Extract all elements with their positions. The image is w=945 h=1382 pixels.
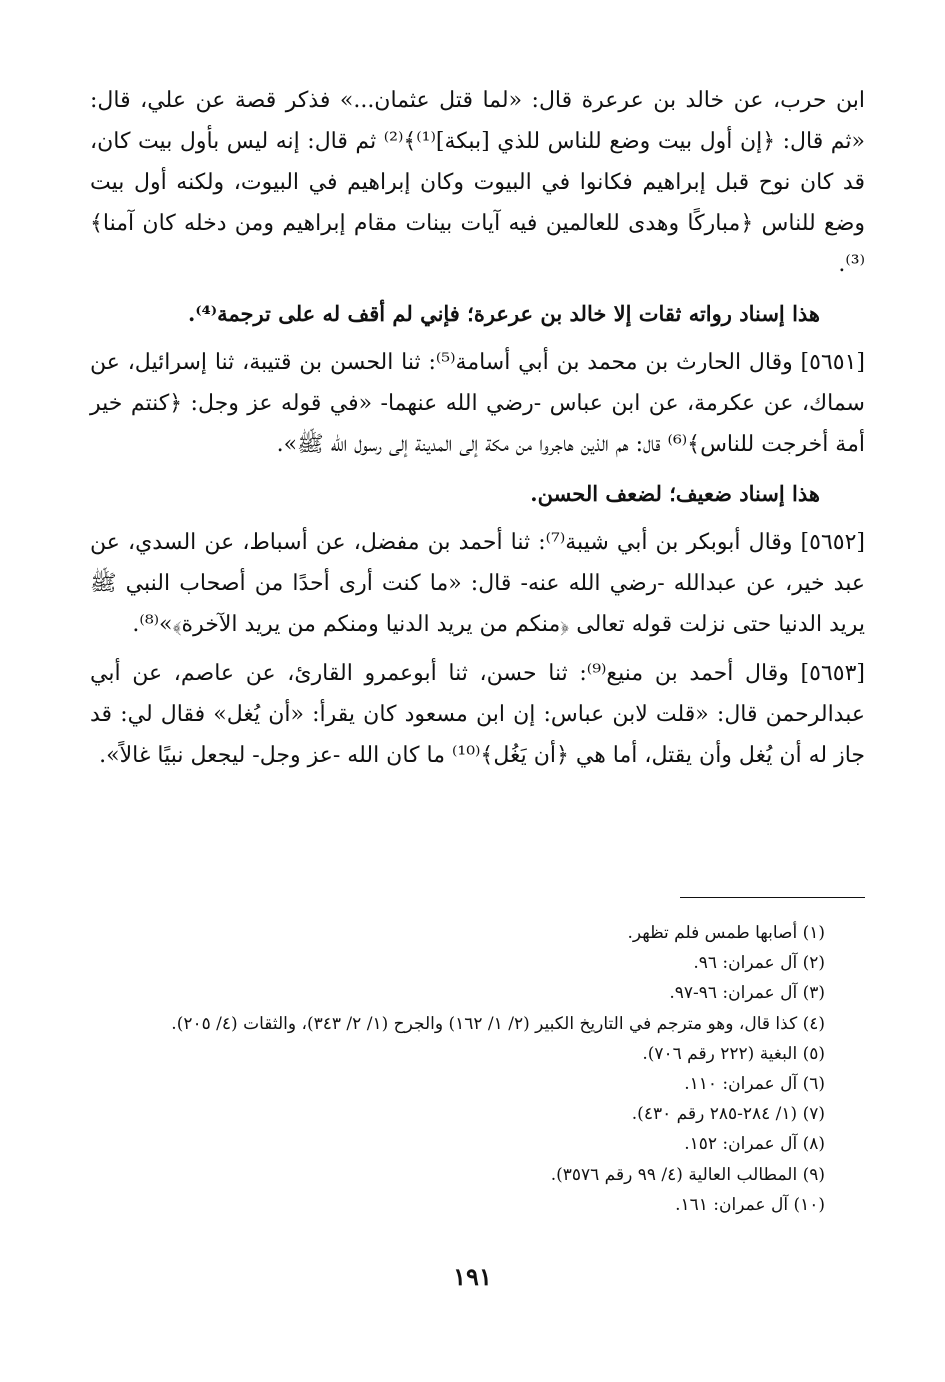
- footnotes: [95, 898, 865, 1220]
- hadith-5652: [٥٦٥٢] وقال أبوبكر بن أبي شيبة⁽⁷⁾: ثنا أحمد بن مفضل، عن أسباط، عن السدي، عن عبد خير، عن عبدالله -رضي الله عنه- قال: «ما كنت أرى أحدًا من أصحاب النبي ﷺ يريد الدنيا حتى نزلت قوله تعالى ﴿منكم من يريد الدنيا ومنكم من يريد الآخرة﴾»⁽⁸⁾.: [90, 530, 865, 637]
- hadith-5651: [٥٦٥١] وقال الحارث بن محمد بن أبي أسامة⁽⁵⁾: ثنا الحسن بن قتيبة، ثنا إسرائيل، عن سماك، عن عكرمة، عن ابن عباس -رضي الله عنهما- «في قوله عز وجل: ﴿كنتم خير أمة أخرجت للناس﴾⁽⁶⁾ قال: هم الذين هاجروا من مكة إلى المدينة إلى رسول الله ﷺ».: [90, 350, 866, 457]
- footnote-item: (٢) آل عمران: ٩٦.: [693, 953, 825, 974]
- footnote-item: (٥) البغية (٢٢٢ رقم ٧٠٦).: [642, 1043, 825, 1064]
- footnote-item: (٦) آل عمران: ١١٠.: [684, 1074, 825, 1095]
- footnote-item: (٨) آل عمران: ١٥٢.: [684, 1134, 825, 1155]
- verdict-line: هذا إسناد رواته ثقات إلا خالد بن عرعرة؛ فإني لم أقف له على ترجمة⁽⁴⁾.: [188, 301, 820, 326]
- page-number: ١٩١: [453, 1262, 492, 1291]
- verdict-line: هذا إسناد ضعيف؛ لضعف الحسن.: [530, 481, 820, 506]
- main-text: [90, 80, 865, 776]
- footnote-item: (٩) المطالب العالية (٤/ ٩٩ رقم ٣٥٧٦).: [550, 1164, 825, 1185]
- paragraph-intro: ابن حرب، عن خالد بن عرعرة قال: «لما قتل عثمان...» فذكر قصة عن علي، قال: «ثم قال: ﴿إن أول بيت وضع للناس للذي [ببكة]⁽¹⁾﴾⁽²⁾ ثم قال: إنه ليس بأول بيت كان، قد كان نوح قبل إبراهيم فكانوا في البيوت وكان إبراهيم في البيوت، ولكنه أول بيت وضع للناس ﴿مباركًا وهدى للعالمين فيه آيات بينات مقام إبراهيم ومن دخله كان آمنا﴾⁽³⁾.: [90, 88, 865, 277]
- footnote-item: (١) أصابها طمس فلم تظهر.: [627, 923, 825, 943]
- hadith-5653: [٥٦٥٣] وقال أحمد بن منيع⁽⁹⁾: ثنا حسن، ثنا أبوعمرو القارئ، عن عاصم، عن أبي عبدالرحمن قال: «قلت لابن عباس: إن ابن مسعود كان يقرأ: «أن يُغل» فقال لي: قد جاز له أن يُغل وأن يقتل، أما هي ﴿أن يَغُل﴾⁽¹⁰⁾ ما كان الله -عز وجل- ليجعل نبيًا غالاً».: [90, 661, 865, 768]
- footnote-item: (٤) كذا قال، وهو مترجم في التاريخ الكبير (٢/ ١/ ١٦٢) والجرح (١/ ٢/ ٣٤٣)، والثقات (٤/ ٢٠٥).: [171, 1013, 825, 1034]
- footnote-item: (٣) آل عمران: ٩٦-٩٧.: [669, 983, 825, 1004]
- footnote-item: (١٠) آل عمران: ١٦١.: [675, 1194, 825, 1215]
- footnote-item: (٧) (١/ ٢٨٤-٢٨٥ رقم ٤٣٠).: [631, 1104, 825, 1125]
